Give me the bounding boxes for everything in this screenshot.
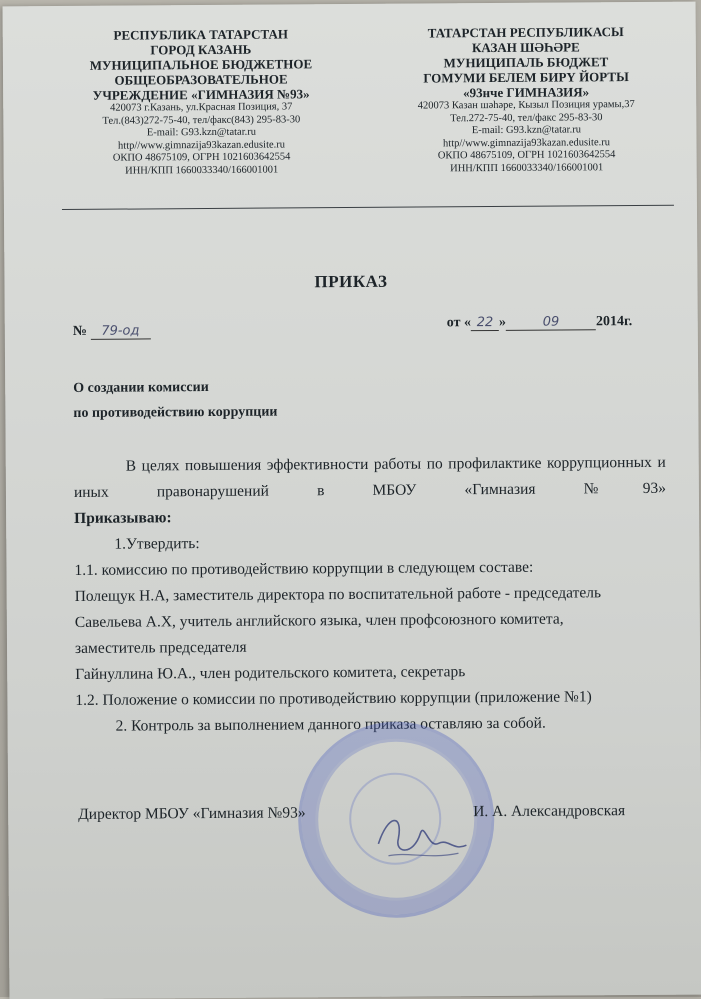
order-date xyxy=(447,314,633,331)
header-tt-contact: E-mail: G93.kzn@tatar.ru xyxy=(471,124,582,137)
header-tt-contact: 420073 Казан шәһәре, Кызыл Позиция урамы,37 xyxy=(417,99,635,112)
order-number-prefix: № xyxy=(72,323,87,339)
header-ru-line: МУНИЦИПАЛЬНОЕ БЮДЖЕТНОЕ xyxy=(89,56,313,73)
order-directive: Приказываю: xyxy=(74,509,172,527)
date-mid: » xyxy=(498,314,507,330)
header-tt-line: МУНИЦИПАЛЬ БЮДЖЕТ xyxy=(443,54,609,71)
header-ru-line: РЕСПУБЛИКА ТАТАРСТАН xyxy=(113,26,289,43)
date-suffix: 2014г. xyxy=(595,314,633,330)
header-ru-contact: ИНН/КПП 1660033340/166001001 xyxy=(125,164,279,177)
header-tt-line: ГОМУМИ БЕЛЕМ БИРҮ ЙОРТЫ xyxy=(423,69,629,86)
header-tt-line: ТАТАРСТАН РЕСПУБЛИКАСЫ xyxy=(427,24,624,41)
signatory-position: Директор МБОУ «Гимназия №93» xyxy=(78,804,306,823)
header-tt-contact: http//www.gimnazija93kazan.edusite.ru xyxy=(442,136,611,149)
header-ru-contact: E-mail: G93.kzn@tatar.ru xyxy=(146,126,257,139)
order-body xyxy=(74,450,668,740)
header-tt-contact: Тел.272-75-40, тел/факс 295-83-30 xyxy=(450,111,603,124)
order-subject xyxy=(73,375,277,426)
header-tt-line: «93нче ГИМНАЗИЯ» xyxy=(463,84,590,101)
member-chair: Полещук Н.А, заместитель директора по воспитательной работе - председатель xyxy=(74,584,602,605)
date-month: 09 xyxy=(506,314,596,331)
header-ru-line: ГОРОД КАЗАНЬ xyxy=(150,41,252,58)
order-number-value: 79-од xyxy=(90,323,150,339)
member-deputy-role: заместитель председателя xyxy=(74,638,247,657)
header-tt-contact: ИНН/КПП 1660033340/166001001 xyxy=(450,161,604,174)
header-ru-line: УЧРЕЖДЕНИЕ «ГИМНАЗИЯ №93» xyxy=(92,86,310,103)
header-ru-contact: 420073 г.Казань, ул.Красная Позиция, 37 xyxy=(110,101,293,114)
member-deputy: Савельева А.Х, учитель английского языка, член профсоюзного комитета, xyxy=(74,610,564,631)
signature-block xyxy=(78,802,668,824)
order-number xyxy=(73,323,151,340)
header-tt-contact: ОКПО 48675109, ОГРН 1021603642554 xyxy=(437,149,616,162)
subject-line: О создании комиссии xyxy=(73,380,209,396)
item-1-1: 1.1. комиссию по противодействию коррупции в следующем составе: xyxy=(74,558,534,579)
header-ru-contact: ОКПО 48675109, ОГРН 1021603642554 xyxy=(112,151,291,164)
header-ru-line: ОБЩЕОБРАЗОВАТЕЛЬНОЕ xyxy=(114,71,288,88)
intro-paragraph: В целях повышения эффективности работы по профилактике коррупционных и иных правонарушений в МБОУ «Гимназия №93» xyxy=(73,453,666,501)
document-title: ПРИКАЗ xyxy=(314,271,388,292)
header-divider xyxy=(62,205,674,210)
document-page xyxy=(3,2,701,999)
date-prefix: от « xyxy=(446,315,472,331)
item-1: 1.Утвердить: xyxy=(114,535,200,553)
header-tatar xyxy=(395,24,658,176)
signatory-name: И. А. Александровская xyxy=(473,802,626,821)
header-ru-contact: Тел.(843)272-75-40, тел/факс(843) 295-83-30 xyxy=(102,113,301,127)
item-2: 2. Контроль за выполнением данного приказа оставляю за собой. xyxy=(115,714,546,735)
subject-line: по противодействию коррупции xyxy=(73,404,278,421)
header-ru-contact: http//www.gimnazija93kazan.edusite.ru xyxy=(117,138,286,152)
header-russian xyxy=(61,26,342,178)
member-secretary: Гайнуллина Ю.А., член родительского комитета, секретарь xyxy=(75,663,466,683)
item-1-2: 1.2. Положение о комиссии по противодействию коррупции (приложение №1) xyxy=(75,688,592,709)
date-day: 22 xyxy=(471,315,499,331)
header-tt-line: КАЗАН ШӘҺӘРЕ xyxy=(471,39,580,56)
